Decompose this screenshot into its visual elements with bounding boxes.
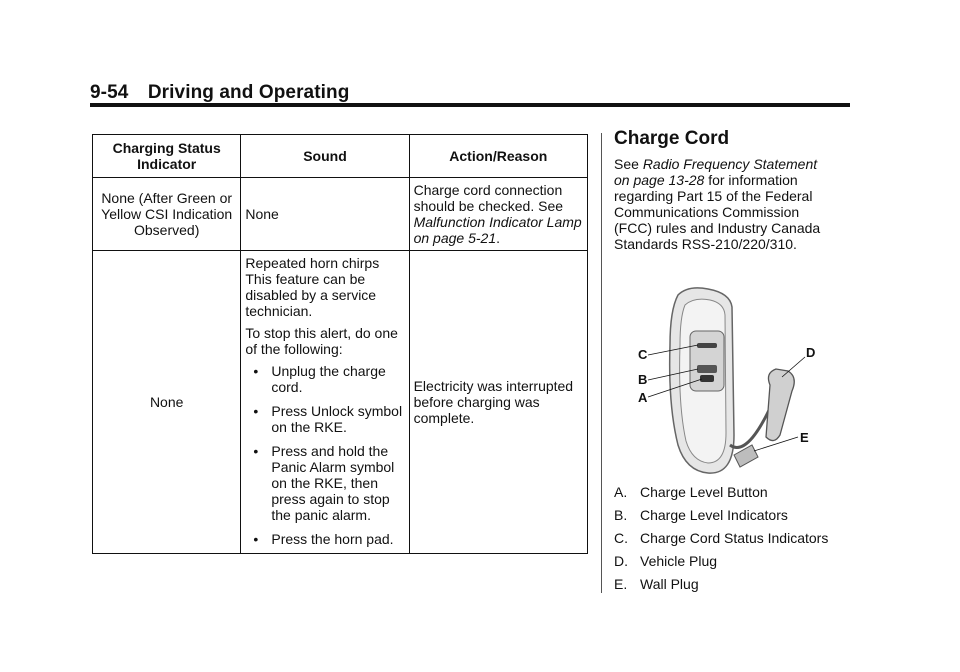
figure-legend: [614, 484, 828, 599]
row1-indicator: None (After Green or Yellow CSI Indication Observed): [93, 178, 241, 251]
callout-d: D: [806, 345, 816, 360]
row1-sound: None: [241, 178, 409, 251]
table-row: [93, 251, 588, 554]
list-item: E. Wall Plug: [614, 576, 699, 592]
alert-stop-list: [245, 363, 404, 547]
row2-sound: [241, 251, 409, 554]
charge-cord-title: Charge Cord: [614, 128, 730, 149]
charging-status-table: [92, 134, 588, 554]
para-see: See: [614, 156, 643, 172]
charge-level-button: [700, 375, 714, 382]
row2-sound-intro: Repeated horn chirps This feature can be disabled by a service technician.: [245, 255, 380, 319]
charge-cord-illustration: [630, 285, 835, 480]
row1-action-end: .: [496, 230, 501, 246]
bullet-icon: •: [253, 363, 259, 379]
list-item: • Unplug the charge cord.: [253, 363, 386, 395]
level-indicators: [697, 365, 717, 373]
row2-indicator: None: [93, 251, 241, 554]
para-rest: for information regarding Part 15 of the Federal Communications Commission (FCC) rules and Industry Canada Standards RSS-210/220/310.: [614, 172, 821, 252]
charge-cord-figure: [630, 285, 835, 480]
header-rule: [90, 103, 850, 107]
callout-b: B: [638, 372, 648, 387]
bullet-icon: •: [253, 531, 259, 547]
page-header: [90, 82, 349, 104]
vehicle-plug: [766, 369, 794, 441]
list-item: A. Charge Level Button: [614, 484, 768, 500]
header-indicator: Charging Status Indicator: [93, 135, 241, 178]
table-header-row: [93, 135, 588, 178]
list-item: • Press Unlock symbol on the RKE.: [253, 403, 403, 435]
table-row: [93, 178, 588, 251]
row2-action: Electricity was interrupted before charging was complete.: [409, 251, 587, 554]
callout-a: A: [638, 390, 648, 405]
row1-action: [409, 178, 587, 251]
row2-sound-stop: To stop this alert, do one of the following:: [245, 325, 398, 357]
row1-action-text: Charge cord connection should be checked. See: [413, 182, 564, 214]
bullet-icon: •: [253, 403, 259, 419]
callout-e: E: [800, 430, 809, 445]
list-item: B. Charge Level Indicators: [614, 507, 788, 523]
charge-cord-paragraph: [614, 156, 834, 252]
list-item: • Press the horn pad.: [253, 531, 394, 547]
status-indicator-bar: [697, 343, 717, 348]
page-number: 9-54: [90, 82, 129, 103]
section-title-header: Driving and Operating: [147, 82, 350, 103]
radio-frequency-link[interactable]: Radio Frequency Statement on page 13-28: [614, 156, 818, 188]
callout-c: C: [638, 347, 648, 362]
header-action: Action/Reason: [409, 135, 587, 178]
list-item: D. Vehicle Plug: [614, 553, 718, 569]
column-divider: [601, 133, 602, 593]
list-item: C. Charge Cord Status Indicators: [614, 530, 829, 546]
malfunction-lamp-link[interactable]: Malfunction Indicator Lamp on page 5-21: [413, 214, 582, 246]
bullet-icon: •: [253, 443, 259, 459]
list-item: • Press and hold the Panic Alarm symbol on the RKE, then press again to stop the panic alarm.: [253, 443, 395, 523]
header-sound: Sound: [241, 135, 409, 178]
